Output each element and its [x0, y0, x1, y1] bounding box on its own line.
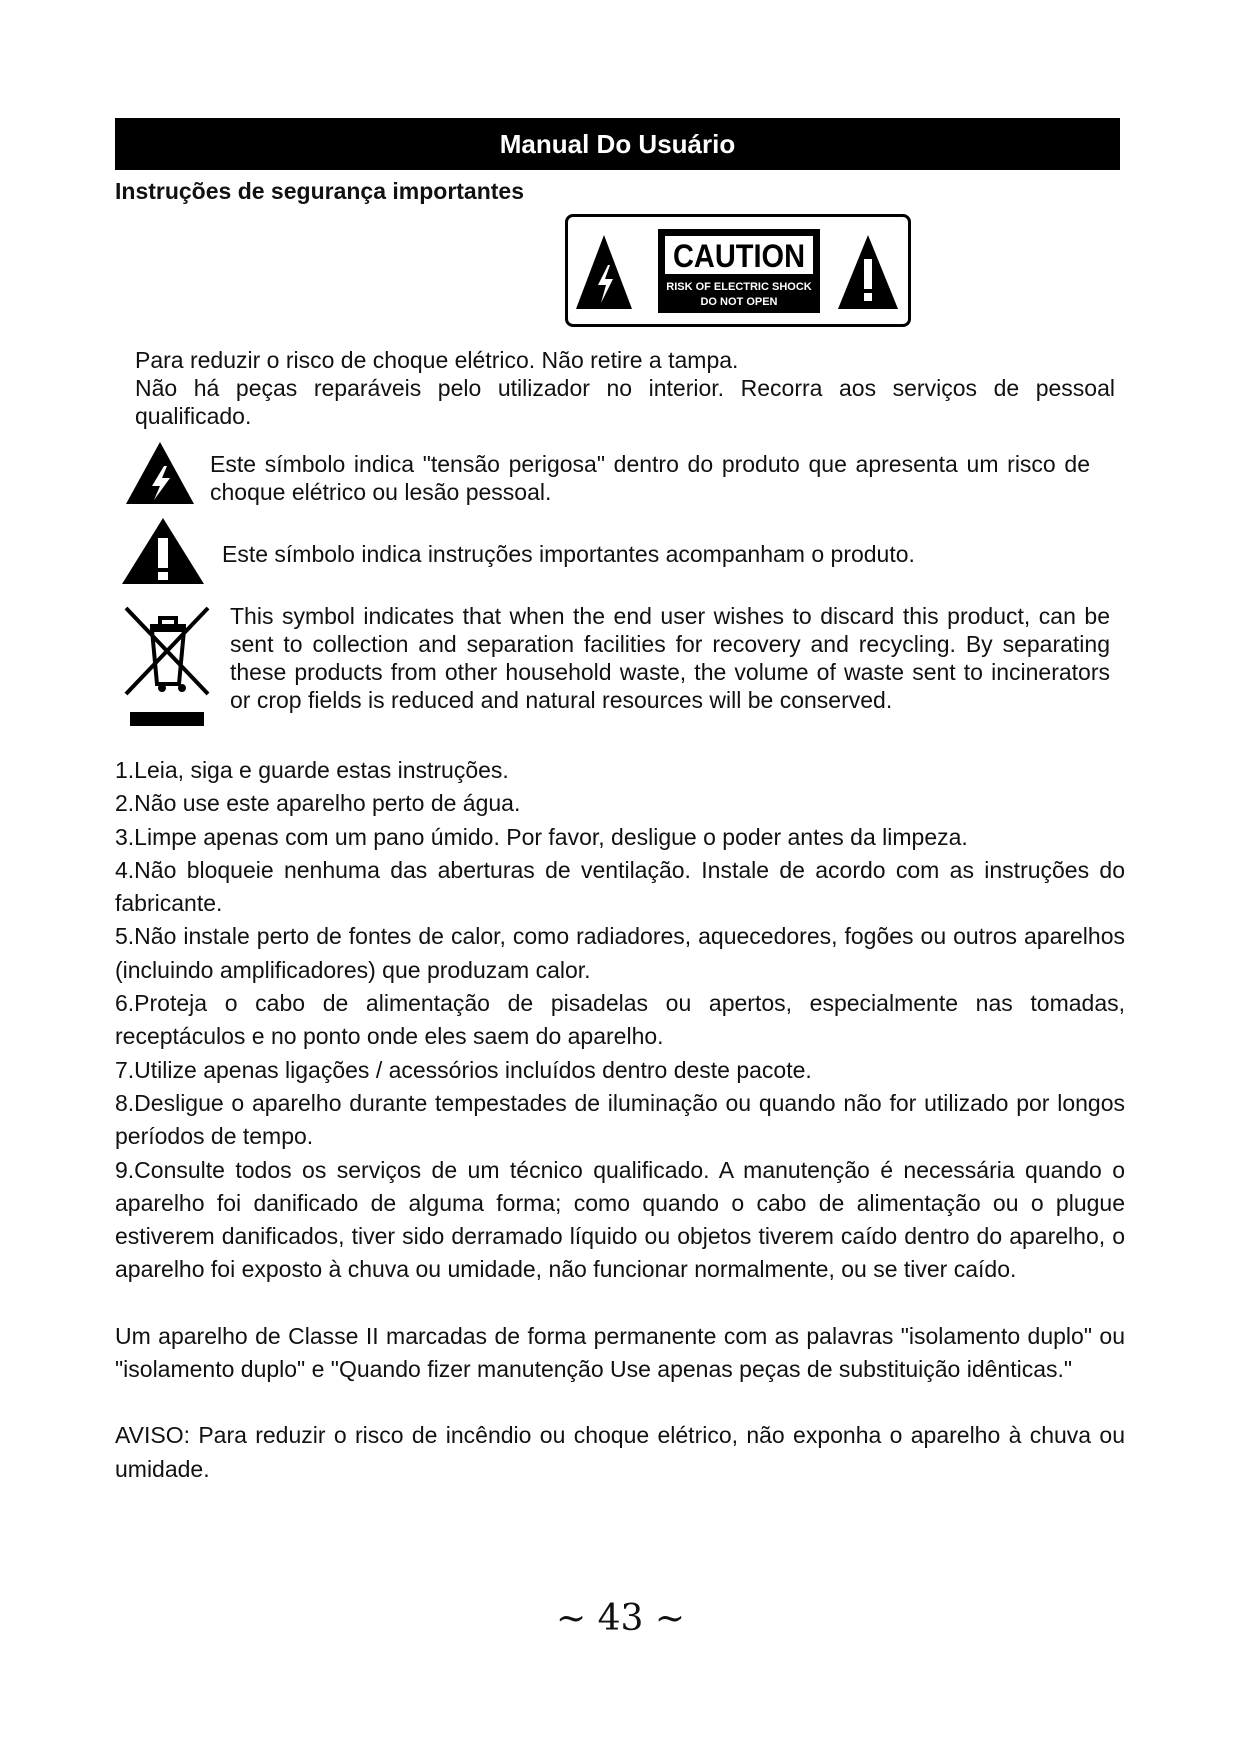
intro-line-2: Não há peças reparáveis pelo utilizador no interior. Recorra aos serviços de pessoal qualificado.	[135, 375, 1115, 429]
page-number: ~ 43 ~	[555, 1598, 686, 1639]
exclamation-triangle-icon	[120, 516, 206, 586]
intro-line-1: Para reduzir o risco de choque elétrico. Não retire a tampa.	[135, 347, 739, 373]
caution-label	[565, 214, 911, 327]
list-item: 2.Não use este aparelho perto de água.	[115, 790, 521, 817]
class-ii-paragraph: Um aparelho de Classe II marcadas de forma permanente com as palavras "isolamento duplo" ou "isolamento duplo" e "Quando fizer manutenção Use apenas peças de substituição idênticas."	[115, 1322, 1125, 1383]
exclamation-warning-icon	[838, 235, 898, 309]
lightning-symbol-text: Este símbolo indica "tensão perigosa" dentro do produto que apresenta um risco de choque elétrico ou lesão pessoal.	[210, 451, 1090, 505]
list-item: 3.Limpe apenas com um pano úmido. Por favor, desligue o poder antes da limpeza.	[115, 823, 968, 850]
list-item: 6.Proteja o cabo de alimentação de pisadelas ou apertos, especialmente nas tomadas, receptáculos e no ponto onde eles saem do aparelho.	[115, 990, 1125, 1050]
list-item: 1.Leia, siga e guarde estas instruções.	[115, 757, 509, 783]
list-item: 9.Consulte todos os serviços de um técnico qualificado. A manutenção é necessária quando o aparelho foi danificado de alguma forma; como quando o cabo de alimentação ou o plugue estiverem danificados, tiver sido derramado líquido ou objetos tiverem caído dentro do aparelho, o aparelho foi exposto à chuva ou umidade, não funcionar normalmente, ou se tiver caído.	[115, 1156, 1125, 1283]
exclamation-symbol-text: Este símbolo indica instruções importantes acompanham o produto.	[222, 541, 915, 567]
crossed-bin-icon	[122, 602, 212, 732]
lightning-triangle-icon	[124, 440, 196, 506]
section-title: Instruções de segurança importantes	[115, 178, 525, 204]
caution-line-2: DO NOT OPEN	[700, 296, 778, 308]
weee-symbol-text: This symbol indicates that when the end user wishes to discard this product, can be sent to collection and separation facilities for recovery and recycling. By separating these products from other household waste, the volume of waste sent to incinerators or crop fields is reduced and natural resources will be conserved.	[230, 603, 1110, 713]
page-title: Manual Do Usuário	[115, 118, 1120, 170]
list-item: 5.Não instale perto de fontes de calor, como radiadores, aquecedores, fogões ou outros aparelhos (incluindo amplificadores) que produzam calor.	[115, 923, 1125, 983]
caution-title: CAUTION	[673, 238, 805, 274]
list-item: 7.Utilize apenas ligações / acessórios incluídos dentro deste pacote.	[115, 1056, 812, 1083]
safety-rules-list	[115, 754, 1125, 1486]
caution-line-1: RISK OF ELECTRIC SHOCK	[666, 281, 812, 293]
warning-paragraph: AVISO: Para reduzir o risco de incêndio ou choque elétrico, não exponha o aparelho à chuva ou umidade.	[115, 1422, 1125, 1482]
list-item: 8.Desligue o aparelho durante tempestades de iluminação ou quando não for utilizado por longos períodos de tempo.	[115, 1089, 1125, 1150]
lightning-warning-icon	[576, 235, 632, 309]
list-item: 4.Não bloqueie nenhuma das aberturas de ventilação. Instale de acordo com as instruções do fabricante.	[115, 856, 1125, 917]
